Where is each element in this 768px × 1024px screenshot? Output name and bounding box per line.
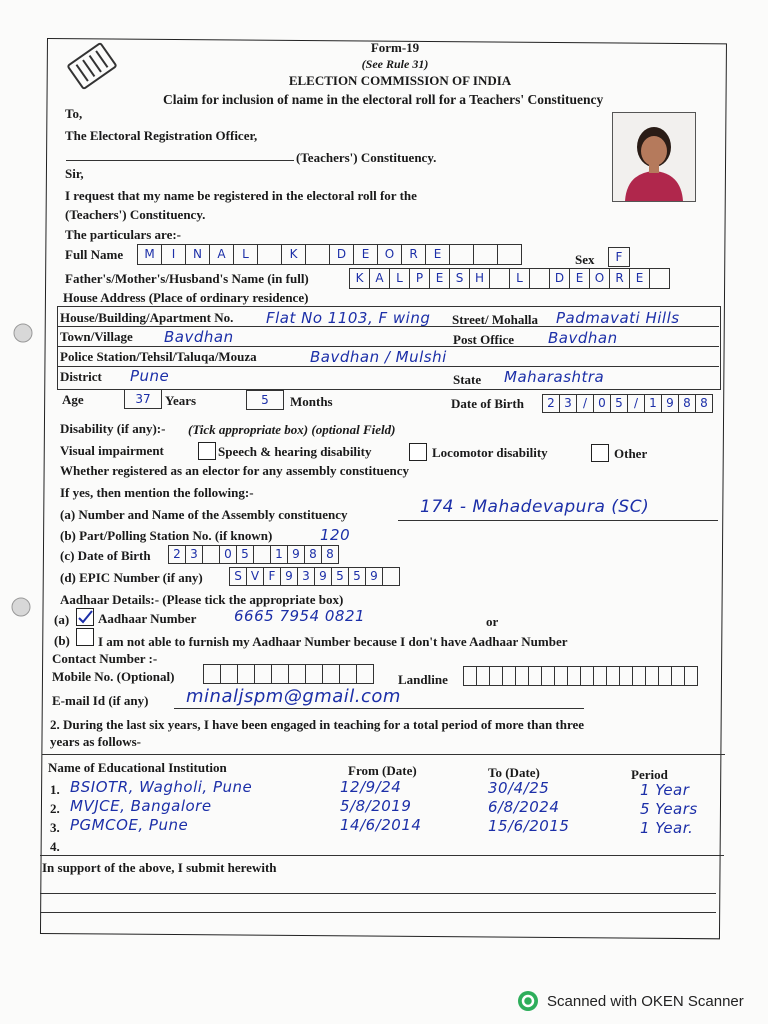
particulars-label: The particulars are:- [65, 227, 182, 242]
institution-period[interactable]: 5 Years [640, 800, 698, 818]
father-name-boxes[interactable] [349, 268, 669, 289]
officer-label: The Electoral Registration Officer, [65, 128, 258, 143]
aadhaar-number-value[interactable]: 6665 7954 0821 [234, 607, 366, 625]
rule-reference: (See Rule 31) [361, 57, 429, 71]
other-checkbox[interactable] [591, 444, 609, 462]
age-months-box[interactable] [246, 390, 283, 410]
row-number: 1. [50, 782, 60, 797]
aadhaar-number-label: Aadhaar Number [98, 611, 197, 626]
house-no-label: House/Building/Apartment No. [60, 310, 234, 325]
char-box: N [185, 244, 210, 265]
char-box [237, 664, 255, 684]
visual-impairment-label: Visual impairment [60, 443, 164, 458]
char-box: E [569, 268, 590, 289]
no-aadhaar-text: I am not able to furnish my Aadhaar Number because I don't have Aadhaar Number [98, 634, 568, 649]
support-label: In support of the above, I submit herewith [42, 860, 277, 875]
char-box [580, 666, 594, 686]
char-box: 8 [304, 545, 322, 564]
char-box [253, 545, 271, 564]
person-photo-icon [613, 113, 695, 201]
punch-hole-icon [12, 322, 34, 344]
char-box [671, 666, 685, 686]
char-box [254, 664, 272, 684]
scanner-text: Scanned with OKEN Scanner [547, 992, 744, 1010]
char-box [632, 666, 646, 686]
town-label: Town/Village [60, 329, 133, 344]
char-box [593, 666, 607, 686]
char-box [554, 666, 568, 686]
char-box [606, 666, 620, 686]
institution-to[interactable]: 15/6/2015 [488, 817, 570, 835]
char-box [515, 666, 529, 686]
char-box: D [549, 268, 570, 289]
char-box [271, 664, 289, 684]
char-box [202, 545, 220, 564]
char-box: 2 [168, 545, 186, 564]
constituency-suffix: (Teachers') Constituency. [296, 150, 437, 165]
visual-impairment-checkbox[interactable] [198, 442, 216, 460]
col-institution: Name of Educational Institution [48, 760, 227, 775]
row-number: 4. [50, 839, 60, 854]
char-box: 1 [270, 545, 288, 564]
town-value[interactable]: Bavdhan [164, 328, 234, 346]
char-box [658, 666, 672, 686]
char-box [382, 567, 400, 586]
landline-label: Landline [398, 672, 448, 687]
char-box [203, 664, 221, 684]
char-box: 5 [348, 567, 366, 586]
char-box [649, 268, 670, 289]
applicant-photo [612, 112, 696, 202]
char-box: 8 [678, 394, 696, 413]
claim-title: Claim for inclusion of name in the electoral roll for a Teachers' Constituency [163, 92, 604, 107]
email-value[interactable]: minaljspm@gmail.com [186, 686, 401, 707]
state-label: State [453, 372, 482, 387]
sex-value: F [608, 247, 630, 267]
sex-label: Sex [575, 252, 595, 267]
char-box: 5 [236, 545, 254, 564]
eci-logo-icon [58, 38, 126, 94]
locomotor-label: Locomotor disability [432, 445, 548, 460]
registered-question: Whether registered as an elector for any assembly constituency [60, 463, 410, 478]
mobile-label: Mobile No. (Optional) [52, 669, 175, 684]
dob-boxes[interactable] [542, 394, 712, 413]
assembly-label: (a) Number and Name of the Assembly constituency [60, 507, 348, 522]
other-label: Other [614, 446, 648, 461]
char-box: 0 [219, 545, 237, 564]
char-box: L [509, 268, 530, 289]
char-box: R [401, 244, 426, 265]
char-box: H [469, 268, 490, 289]
teaching-line-2: years as follows- [50, 734, 141, 749]
father-name-label: Father's/Mother's/Husband's Name (in full) [65, 271, 309, 286]
char-box: / [627, 394, 645, 413]
scanner-watermark [517, 990, 744, 1012]
assembly-line [398, 520, 718, 521]
char-box [497, 244, 522, 265]
checkmark-icon [77, 609, 93, 625]
char-box [476, 666, 490, 686]
contact-label: Contact Number :- [52, 651, 158, 666]
char-box: V [246, 567, 264, 586]
char-box: S [229, 567, 247, 586]
c-dob-label: (c) Date of Birth [60, 548, 151, 563]
disability-label: Disability (if any):- [60, 421, 166, 436]
constituency-blank [66, 160, 294, 161]
char-box: D [329, 244, 354, 265]
if-yes-label: If yes, then mention the following:- [60, 485, 254, 500]
house-no-value[interactable]: Flat No 1103, F wing [266, 309, 431, 327]
col-from: From (Date) [348, 763, 417, 778]
years-label: Years [165, 393, 197, 408]
char-box: O [589, 268, 610, 289]
form-number: Form-19 [370, 40, 420, 55]
sex-box[interactable] [608, 247, 629, 267]
aadhaar-details-label: Aadhaar Details:- (Please tick the appropriate box) [60, 592, 344, 607]
full-name-boxes[interactable] [137, 244, 521, 265]
char-box [529, 268, 550, 289]
char-box: 8 [695, 394, 713, 413]
institution-period[interactable]: 1 Year. [640, 819, 694, 837]
char-box: E [429, 268, 450, 289]
landline-boxes[interactable] [463, 666, 697, 686]
char-box: K [281, 244, 306, 265]
email-line [174, 708, 584, 709]
char-box: A [209, 244, 234, 265]
police-station-value[interactable]: Bavdhan / Mulshi [310, 348, 447, 366]
support-line [40, 893, 716, 894]
part-no-label: (b) Part/Polling Station No. (if known) [60, 528, 273, 543]
teaching-line-1: 2. During the last six years, I have been engaged in teaching for a total period of more than three [50, 717, 585, 732]
commission-title: ELECTION COMMISSION OF INDIA [288, 73, 512, 88]
request-line-1: I request that my name be registered in the electoral roll for the [65, 188, 417, 203]
street-label: Street/ Mohalla [452, 312, 539, 327]
email-label: E-mail Id (if any) [52, 693, 149, 708]
char-box: 9 [314, 567, 332, 586]
post-office-label: Post Office [453, 332, 515, 347]
char-box [257, 244, 282, 265]
speech-label: Speech & hearing disability [218, 444, 372, 459]
district-label: District [60, 369, 102, 384]
char-box: L [233, 244, 258, 265]
table-top-line [42, 754, 725, 755]
oken-scanner-icon [517, 990, 539, 1012]
no-aadhaar-checkbox[interactable] [76, 628, 94, 646]
char-box: R [609, 268, 630, 289]
institution-to[interactable]: 6/8/2024 [488, 798, 560, 816]
char-box: O [377, 244, 402, 265]
age-years-value: 37 [124, 389, 162, 409]
char-box: E [629, 268, 650, 289]
state-value[interactable]: Maharashtra [504, 368, 605, 386]
char-box: S [449, 268, 470, 289]
institution-from[interactable]: 5/8/2019 [340, 797, 412, 815]
char-box: 9 [287, 545, 305, 564]
sir-label: Sir, [65, 166, 84, 181]
institution-period[interactable]: 1 Year [640, 781, 690, 799]
address-divider [57, 346, 719, 347]
char-box: F [263, 567, 281, 586]
char-box [619, 666, 633, 686]
support-line [40, 912, 716, 913]
char-box [502, 666, 516, 686]
char-box: K [349, 268, 370, 289]
char-box: 3 [185, 545, 203, 564]
char-box [288, 664, 306, 684]
institution-from[interactable]: 14/6/2014 [340, 816, 422, 834]
char-box [220, 664, 238, 684]
to-label: To, [65, 106, 83, 121]
aadhaar-b-label: (b) [54, 633, 70, 648]
house-address-label: House Address (Place of ordinary residence) [63, 290, 309, 305]
char-box [489, 666, 503, 686]
char-box: P [409, 268, 430, 289]
char-box [356, 664, 374, 684]
epic-label: (d) EPIC Number (if any) [60, 570, 203, 585]
char-box [449, 244, 474, 265]
char-box: I [161, 244, 186, 265]
institution-from[interactable]: 12/9/24 [340, 778, 402, 796]
request-line-2: (Teachers') Constituency. [65, 207, 206, 222]
char-box: 1 [644, 394, 662, 413]
char-box [528, 666, 542, 686]
char-box [305, 244, 330, 265]
char-box [473, 244, 498, 265]
char-box: 2 [542, 394, 560, 413]
char-box: 5 [331, 567, 349, 586]
char-box: 9 [661, 394, 679, 413]
age-years-box[interactable] [124, 389, 161, 409]
col-period: Period [631, 767, 668, 782]
char-box: L [389, 268, 410, 289]
char-box: 5 [610, 394, 628, 413]
char-box: 8 [321, 545, 339, 564]
char-box: E [353, 244, 378, 265]
row-number: 2. [50, 801, 60, 816]
age-label: Age [62, 392, 84, 407]
aadhaar-a-label: (a) [54, 612, 70, 627]
c-dob-boxes[interactable] [168, 545, 338, 564]
institution-name[interactable]: MVJCE, Bangalore [70, 797, 212, 815]
full-name-label: Full Name [65, 247, 124, 262]
aadhaar-number-checkbox[interactable] [76, 608, 94, 626]
char-box: M [137, 244, 162, 265]
char-box [489, 268, 510, 289]
char-box [305, 664, 323, 684]
char-box [684, 666, 698, 686]
district-value[interactable]: Pune [130, 367, 170, 385]
institution-to[interactable]: 30/4/25 [488, 779, 550, 797]
char-box: A [369, 268, 390, 289]
mobile-boxes[interactable] [203, 664, 373, 684]
char-box: E [425, 244, 450, 265]
table-bottom-line [40, 855, 724, 856]
assembly-value[interactable]: 174 - Mahadevapura (SC) [420, 497, 650, 517]
institution-name[interactable]: BSIOTR, Wagholi, Pune [70, 778, 253, 796]
char-box [567, 666, 581, 686]
char-box [339, 664, 357, 684]
row-number: 3. [50, 820, 60, 835]
punch-hole-icon [10, 596, 32, 618]
col-to: To (Date) [488, 765, 540, 780]
disability-hint: (Tick appropriate box) (optional Field) [188, 422, 396, 437]
speech-checkbox[interactable] [409, 443, 427, 461]
char-box: / [576, 394, 594, 413]
epic-boxes[interactable] [229, 567, 399, 586]
char-box: 9 [280, 567, 298, 586]
institution-name[interactable]: PGMCOE, Pune [70, 816, 189, 834]
char-box [322, 664, 340, 684]
part-no-value[interactable]: 120 [320, 526, 351, 544]
char-box [463, 666, 477, 686]
or-label: or [486, 614, 499, 629]
char-box: 3 [297, 567, 315, 586]
post-office-value[interactable]: Bavdhan [548, 329, 618, 347]
street-value[interactable]: Padmavati Hills [556, 309, 680, 327]
age-months-value: 5 [246, 390, 284, 410]
char-box: 9 [365, 567, 383, 586]
months-label: Months [290, 394, 333, 409]
police-station-label: Police Station/Tehsil/Taluqa/Mouza [60, 349, 257, 364]
char-box [645, 666, 659, 686]
char-box: 0 [593, 394, 611, 413]
char-box: 3 [559, 394, 577, 413]
char-box [541, 666, 555, 686]
dob-label: Date of Birth [451, 396, 524, 411]
